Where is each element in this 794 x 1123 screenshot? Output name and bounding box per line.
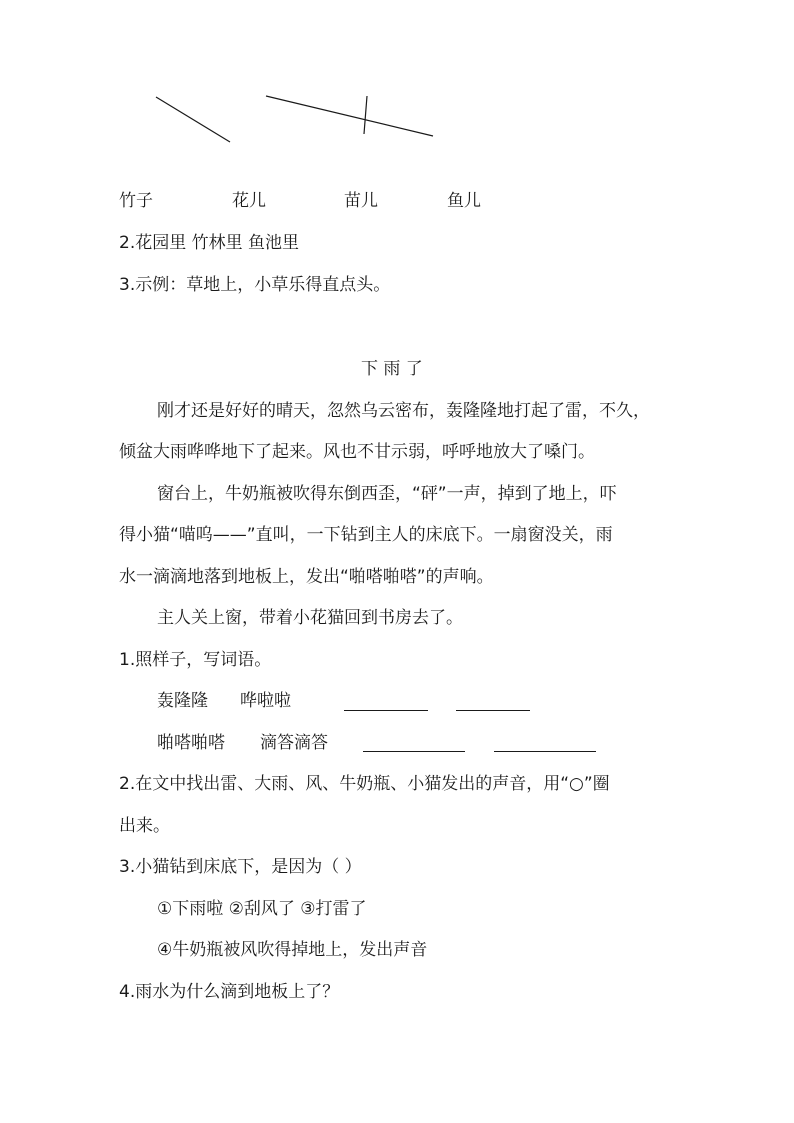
matching-line	[364, 96, 367, 134]
answer-blank[interactable]	[456, 710, 530, 711]
passage-paragraph-2-line-3: 水一滴滴地落到地板上，发出“啪嗒啪嗒”的声响。	[119, 567, 494, 587]
example-word: 哗啦啦	[240, 691, 291, 711]
match-word-flower: 花儿	[232, 191, 266, 211]
match-word-bamboo: 竹子	[119, 191, 153, 211]
passage-paragraph-3: 主人关上窗，带着小花猫回到书房去了。	[157, 608, 463, 628]
example-word: 滴答滴答	[260, 733, 328, 753]
question-2-line-2: 出来。	[119, 816, 170, 836]
answer-blank[interactable]	[363, 751, 465, 752]
example-word: 轰隆隆	[157, 691, 208, 711]
match-word-sprout: 苗儿	[344, 191, 378, 211]
answer-blank[interactable]	[494, 751, 596, 752]
question-1: 1.照样子，写词语。	[119, 650, 272, 670]
passage-title: 下 雨 了	[361, 359, 423, 379]
passage-paragraph-2-line-2: 得小猫“喵呜——”直叫，一下钻到主人的床底下。一扇窗没关，雨	[119, 525, 613, 545]
passage-paragraph-1-line-1: 刚才还是好好的晴天，忽然乌云密布，轰隆隆地打起了雷，不久，	[157, 401, 650, 421]
question-3-option-4: ④牛奶瓶被风吹得掉地上，发出声音	[157, 940, 428, 960]
question-3-options: ①下雨啦 ②刮风了 ③打雷了	[157, 899, 367, 919]
example-word: 啪嗒啪嗒	[157, 733, 225, 753]
answer-2: 2.花园里 竹林里 鱼池里	[119, 233, 300, 253]
passage-paragraph-2-line-1: 窗台上，牛奶瓶被吹得东倒西歪，“砰”一声，掉到了地上，吓	[157, 484, 617, 504]
answer-3: 3.示例：草地上，小草乐得直点头。	[119, 275, 391, 295]
match-word-fish: 鱼儿	[447, 191, 481, 211]
passage-paragraph-1-line-2: 倾盆大雨哗哗地下了起来。风也不甘示弱，呼呼地放大了嗓门。	[119, 442, 595, 462]
matching-line	[156, 97, 230, 142]
matching-line	[266, 96, 433, 136]
question-2-line-1: 2.在文中找出雷、大雨、风、牛奶瓶、小猫发出的声音，用“○”圈	[119, 774, 610, 794]
matching-lines	[0, 0, 794, 160]
question-3: 3.小猫钻到床底下，是因为（ ）	[119, 857, 362, 877]
question-4: 4.雨水为什么滴到地板上了？	[119, 982, 340, 1002]
answer-blank[interactable]	[344, 710, 428, 711]
